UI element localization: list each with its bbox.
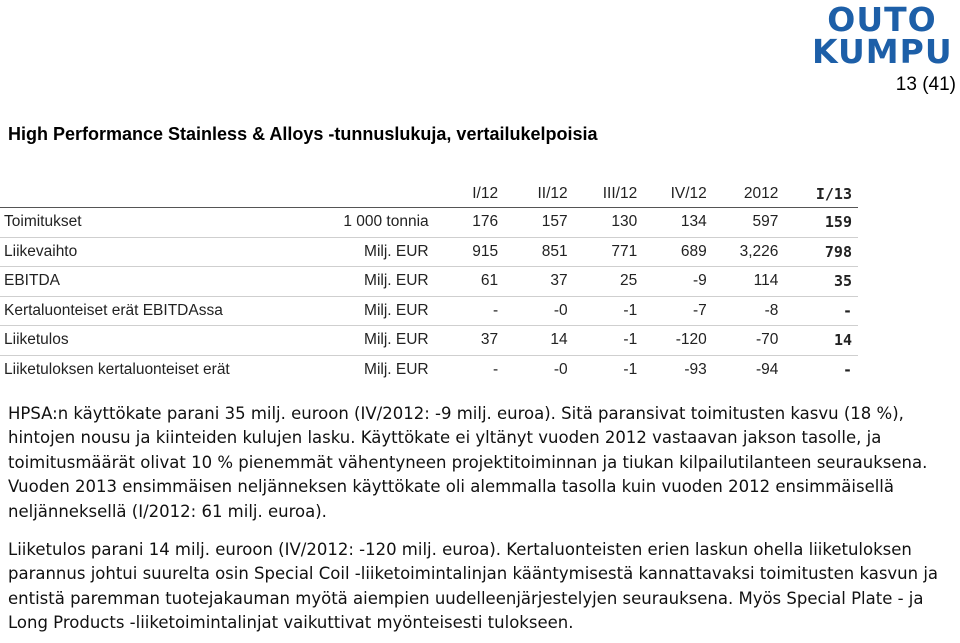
row-unit: 1 000 tonnia: [298, 208, 429, 238]
table-row: [0, 326, 858, 356]
cell-value: 130: [568, 208, 638, 238]
cell-value: 114: [707, 267, 779, 297]
kpi-table: [0, 181, 858, 384]
cell-value: 157: [498, 208, 568, 238]
cell-value: 915: [429, 237, 498, 267]
cell-value-highlight: 35: [778, 267, 858, 297]
table-row: [0, 267, 858, 297]
cell-value-highlight: -: [842, 360, 852, 379]
logo-line-1: OUTO: [827, 0, 937, 39]
cell-value: 3,226: [707, 237, 779, 267]
cell-value: 689: [637, 237, 707, 267]
page-number: 13 (41): [895, 74, 956, 95]
cell-value: 14: [498, 326, 568, 356]
cell-value: -1: [623, 360, 638, 378]
cell-value: -1: [568, 296, 638, 326]
row-unit: Milj. EUR: [298, 237, 429, 267]
header-q1-13: I/13: [815, 185, 852, 203]
cell-value: 134: [637, 208, 707, 238]
body-text: [8, 402, 953, 636]
header-q3-12: III/12: [602, 185, 638, 202]
cell-value: -: [429, 296, 498, 326]
header-unit: [298, 181, 429, 208]
cell-value-highlight: 798: [778, 237, 858, 267]
cell-value: -94: [755, 360, 779, 378]
cell-value: -7: [637, 296, 707, 326]
section-title: High Performance Stainless & Alloys -tunnuslukuja, vertailukelpoisia: [8, 124, 598, 144]
cell-value: -120: [637, 326, 707, 356]
paragraph-ebitda: HPSA:n käyttökate parani 35 milj. euroon (IV/2012: -9 milj. euroa). Sitä paransivat toimitusten kasvu (18 %), hintojen nousu ja kiinteiden kulujen lasku. Käyttökate ei yltänyt vuoden 2012 vastaavan jakson tasolle, ja toimitusmäärät olivat 10 % pienemmät vähentyneen projektitoiminnan ja tiukan kilpailutilanteen seurauksena. Vuoden 2013 ensimmäisen neljänneksen käyttökate oli alemmalla tasolla kuin vuoden 2012 ensimmäisellä neljänneksellä (I/2012: 61 milj. euroa).: [8, 404, 928, 521]
row-unit: Milj. EUR: [298, 296, 429, 326]
cell-value: -9: [637, 267, 707, 297]
logo-line-2: KUMPU: [812, 32, 953, 71]
cell-value-highlight: 14: [778, 326, 858, 356]
cell-value: -: [492, 360, 499, 378]
cell-value: -93: [684, 360, 707, 378]
cell-value: -0: [498, 296, 568, 326]
header-q2-12: II/12: [537, 185, 568, 202]
row-unit: Milj. EUR: [298, 326, 429, 356]
outokumpu-logo: [812, 0, 953, 71]
cell-value: 61: [429, 267, 498, 297]
cell-value: -0: [553, 360, 568, 378]
row-label: Toimitukset: [0, 208, 298, 238]
cell-value: -8: [707, 296, 779, 326]
header-2012: 2012: [743, 185, 779, 202]
cell-value: 176: [429, 208, 498, 238]
row-label: Liikevaihto: [0, 237, 298, 267]
row-unit: Milj. EUR: [364, 360, 429, 378]
table-header-row: [0, 181, 858, 208]
header-q4-12: IV/12: [670, 185, 707, 202]
row-label: EBITDA: [0, 267, 298, 297]
header-q1-12: I/12: [472, 185, 499, 202]
row-unit: Milj. EUR: [298, 267, 429, 297]
cell-value: -70: [707, 326, 779, 356]
cell-value: -1: [568, 326, 638, 356]
row-label: Liiketuloksen kertaluonteiset erät: [4, 360, 230, 378]
row-label: Kertaluonteiset erät EBITDAssa: [0, 296, 298, 326]
table-row: [0, 208, 858, 238]
cell-value-highlight: 159: [778, 208, 858, 238]
cell-value: 37: [429, 326, 498, 356]
cell-value: 37: [498, 267, 568, 297]
cell-value-highlight: -: [778, 296, 858, 326]
header-label: [0, 181, 298, 208]
row-label: Liiketulos: [0, 326, 298, 356]
cell-value: 25: [568, 267, 638, 297]
table-row: [0, 355, 858, 384]
cell-value: 597: [707, 208, 779, 238]
cell-value: 771: [568, 237, 638, 267]
table-row: [0, 296, 858, 326]
table-row: [0, 237, 858, 267]
paragraph-operating-profit: Liiketulos parani 14 milj. euroon (IV/2012: -120 milj. euroa). Kertaluonteisten erien laskun ohella liiketuloksen parannus johtui suurelta osin Special Coil -liiketoimintalinjan kääntymisestä kannattavaksi toimitusten kasvun ja entistä paremman tuotejakauman myötä aiempien uudelleenjärjestelyjen seurauksena. Myös Special Plate - ja Long Products -liiketoimintalinjat vaikuttivat myönteisesti tulokseen.: [8, 540, 939, 633]
cell-value: 851: [498, 237, 568, 267]
